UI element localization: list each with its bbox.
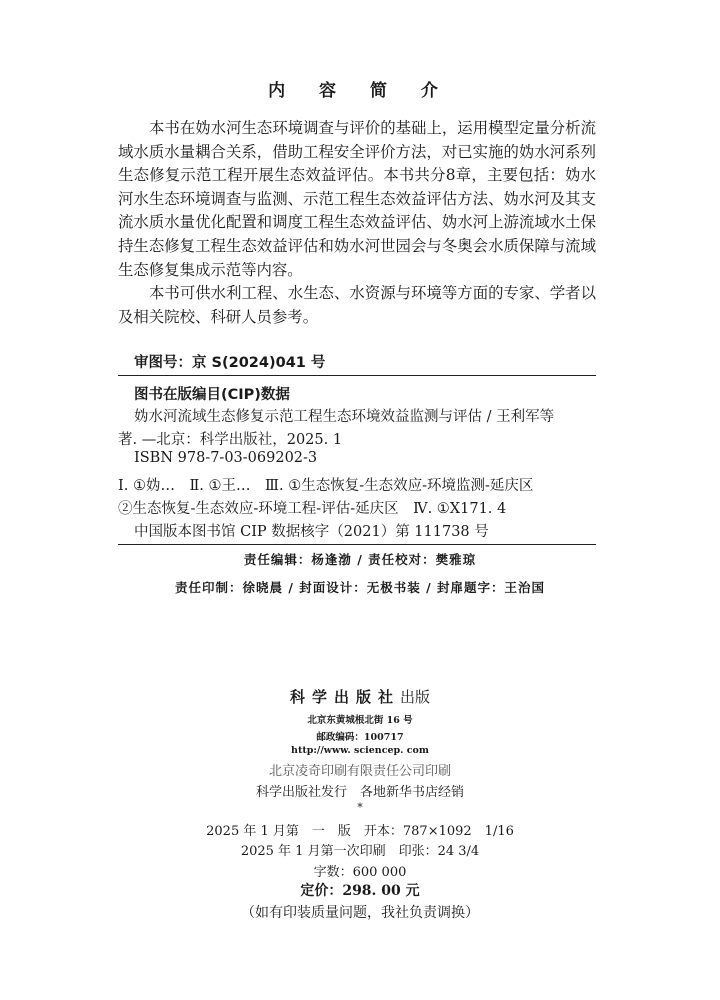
- distribution: 科学出版社发行 各地新华书店经销: [255, 785, 464, 800]
- divider: [118, 375, 596, 376]
- map-approval-number: 审图号：京 S(2024)041 号: [134, 355, 326, 371]
- publisher-suffix: 出版: [400, 688, 431, 706]
- divider: [118, 544, 596, 545]
- quality-notice: （如有印装质量问题，我社负责调换）: [241, 905, 479, 921]
- cip-isbn: ISBN 978-7-03-069202-3: [134, 450, 318, 466]
- cip-title-line: 著. —北京：科学出版社，2025. 1: [118, 432, 343, 448]
- publisher-logo-text: 科学出版社: [289, 688, 400, 706]
- edition-info: 2025 年 1 月第 一 版 开本：787×1092 1/16: [206, 824, 514, 839]
- abstract-paragraph: 本书在妫水河生态环境调查与评价的基础上，运用模型定量分析流域水质水量耦合关系，借助工程安全评价方法，对已实施的妫水河系列生态修复示范工程开展生态效益评估。本书共分8章，主要包括：妫水河水生态环境调查与监测、示范工程生态效益评估方法、妫水河及其支流水质水量优化配置和调度工程生态效益评估、妫水河上游流域水土保持生态修复工程生态效益评估和妫水河世园会与冬奥会水质保障与流域生态修复集成示范等内容。: [118, 119, 596, 279]
- word-count: 字数：600 000: [313, 865, 407, 880]
- publisher-postcode: 邮政编码：100717: [316, 732, 404, 743]
- cip-library-record: 中国版本图书馆 CIP 数据核字（2021）第 111738 号: [134, 524, 489, 540]
- publisher-name: [0, 686, 720, 707]
- publisher-url: http://www. sciencep. com: [291, 745, 429, 756]
- page-title: 内 容 简 介: [268, 81, 452, 101]
- abstract: [118, 117, 596, 329]
- cip-heading: 图书在版编目(CIP)数据: [134, 387, 290, 403]
- cip-title-line: 妫水河流域生态修复示范工程生态环境效益监测与评估 / 王利军等: [134, 409, 555, 425]
- price: 定价：298. 00 元: [300, 883, 420, 899]
- cip-classification: Ⅰ. ①妫… Ⅱ. ①王… Ⅲ. ①生态恢复-生态效应-环境监测-延庆区: [118, 478, 534, 494]
- editorial-credits: 责任编辑：杨逢渤 / 责任校对：樊雅琼: [243, 552, 477, 567]
- print-info: 2025 年 1 月第一次印刷 印张：24 3/4: [240, 844, 480, 859]
- publisher-address: 北京东黄城根北街 16 号: [307, 715, 413, 726]
- production-credits: 责任印制：徐晓晨 / 封面设计：无极书装 / 封扉题字：王治国: [174, 580, 546, 595]
- cip-classification: ②生态恢复-生态效应-环境工程-评估-延庆区 Ⅳ. ①X171. 4: [118, 501, 507, 517]
- abstract-paragraph: 本书可供水利工程、水生态、水资源与环境等方面的专家、学者以及相关院校、科研人员参考。: [118, 284, 596, 326]
- printer: 北京凌奇印刷有限责任公司印刷: [268, 764, 451, 779]
- separator: *: [357, 801, 363, 814]
